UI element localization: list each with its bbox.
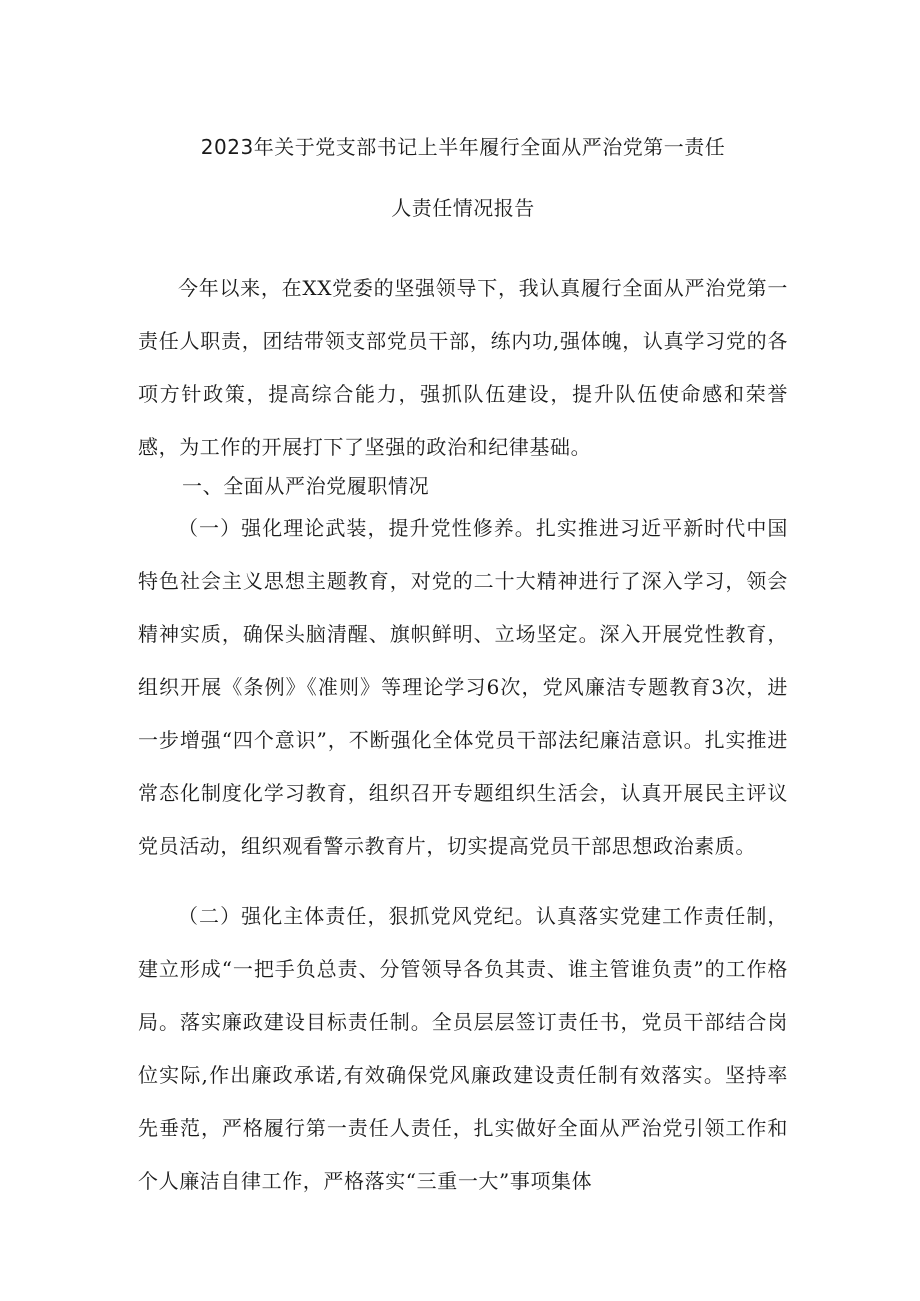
section-heading: 一、全面从严治党履职情况 (182, 474, 430, 498)
body-paragraph-1: （一）强化理论武装，提升党性修养。扎实推进习近平新时代中国特色社会主义思想主题教育，对党的二十大精神进行了深入学习，领会精神实质，确保头脑清醒、旗帜鲜明、立场坚定。深入开展党性教育，组织开展《条例》《准则》等理论学习6次，党风廉洁专题教育3次，进一步增强“四个意识”，不断强化全体党员干部法纪廉洁意识。扎实推进常态化制度化学习教育，组织召开专题组织生活会，认真开展民主评议党员活动，组织观看警示教育片，切实提高党员干部思想政治素质。 (138, 516, 788, 858)
body-paragraph-2: （二）强化主体责任，狠抓党风党纪。认真落实党建工作责任制，建立形成“一把手负总责、分管领导各负其责、谁主管谁负责”的工作格局。落实廉政建设目标责任制。全员层层签订责任书，党员干部结合岗位实际,作出廉政承诺,有效确保党风廉政建设责任制有效落实。坚持率先垂范，严格履行第一责任人责任，扎实做好全面从严治党引领工作和个人廉洁自律工作，严格落实“三重一大”事项集体 (138, 904, 788, 1193)
document-title-line-2: 人责任情况报告 (391, 196, 535, 220)
document-title-line-1: 2023年关于党支部书记上半年履行全面从严治党第一责任 (200, 135, 726, 159)
intro-paragraph: 今年以来，在XX党委的坚强领导下，我认真履行全面从严治党第一责任人职责，团结带领支部党员干部，练内功,强体魄，认真学习党的各项方针政策，提高综合能力，强抓队伍建设，提升队伍使命感和荣誉感，为工作的开展打下了坚强的政治和纪律基础。 (138, 276, 788, 459)
